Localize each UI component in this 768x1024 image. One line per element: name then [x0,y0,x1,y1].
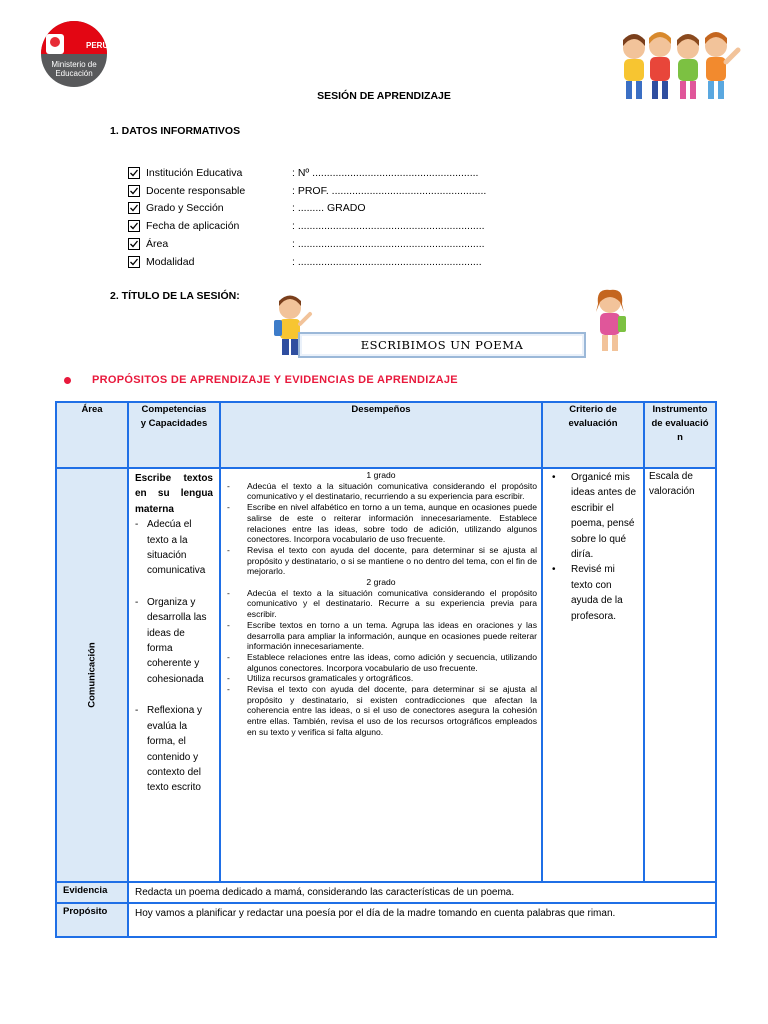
checkbox-checked-icon [128,256,140,268]
learning-purposes-table [55,401,717,938]
checkbox-checked-icon [128,202,140,214]
area-cell [56,468,128,882]
proposito-label: Propósito [56,903,128,937]
capacidad-item: - Adecúa el texto a la situación comunicativa [135,519,206,577]
table-body-row [56,468,716,882]
instrumento-cell: Escala de valoración [644,468,716,882]
checkbox-checked-icon [128,220,140,232]
info-label: Grado y Sección [146,202,224,215]
section-heading-datos: 1. DATOS INFORMATIVOS [110,125,241,137]
criterio-item: • Revisé mi texto con ayuda de la profesora. [552,564,623,622]
info-value: : PROF. ..................................................... [292,184,487,197]
checkbox-checked-icon [128,238,140,250]
header-desempenos: Desempeños [220,402,542,468]
info-label: Área [146,238,169,251]
info-label: Modalidad [146,255,195,268]
info-label: Fecha de aplicación [146,220,240,233]
header-criterio: Criterio de evaluación [542,402,644,468]
competencias-cell [128,468,220,882]
info-row [128,235,486,253]
grade-1-label: 1 grado [366,470,396,480]
evidencia-row [56,882,716,903]
info-label: Institución Educativa [146,166,243,179]
desempeno-item: - Revisa el texto con ayuda del docente, para determinar si se ajusta al propósito y destinatario, si existen contradicciones que afectan la coherencia entre las ideas, o si el uso de conectores asegura la cohesión entre ellas. También, revisa el uso de los recursos ortográficos empleados en su texto y verifica si falta alguno. [227,684,537,737]
evidencia-text: Redacta un poema dedicado a mamá, considerando las características de un poema. [128,882,716,903]
session-title-banner [298,332,586,358]
section-heading-titulo: 2. TÍTULO DE LA SESIÓN: [110,290,240,302]
desempenos-grade-2 [225,588,537,738]
header-competencias: Competencias y Capacidades [128,402,220,468]
desempeno-item: - Revisa el texto con ayuda del docente, para determinar si se ajusta al propósito y destinatario, o si se mantiene o no dentro del tema, con el fin de mejorarlo. [227,544,537,577]
checkbox-checked-icon [128,167,140,179]
info-row [128,217,486,235]
proposito-text: Hoy vamos a planificar y redactar una poesía por el día de la madre tomando en cuenta palabras que riman. [128,903,716,937]
desempeno-item: - Escribe textos en torno a un tema. Agrupa las ideas en oraciones y las desarrolla para ampliar la información, aunque en ocasiones puede reiterar información innecesariamente. [227,619,537,652]
desempeno-item: - Adecúa el texto a la situación comunicativa considerando el propósito comunicativo y el destinatario. Recurre a su experiencia previa para escribir. [227,587,537,620]
info-row [128,253,486,271]
info-list [128,164,486,271]
desempenos-grade-1 [225,481,537,577]
desempenos-cell [220,468,542,882]
page-title: SESIÓN DE APRENDIZAJE [317,90,451,102]
girl-illustration [586,288,634,356]
info-value: : ................................................................ [292,220,485,233]
info-value: : ............................................................... [292,255,482,268]
info-value: : ......... GRADO [292,202,366,215]
proposito-row [56,903,716,937]
session-title-text: ESCRIBIMOS UN POEMA [360,338,524,352]
table-header-row [56,402,716,468]
info-value: : Nº ......................................................... [292,166,479,179]
purpose-bullet [64,377,71,384]
competencia-title: Escribe textos en su lengua materna [135,473,213,515]
grade-2-label: 2 grado [366,577,396,588]
desempeno-item: - Utiliza recursos gramaticales y ortográficos. [227,673,414,684]
info-value: : ................................................................ [292,238,485,251]
info-row [128,200,486,218]
header-instrumento: Instrumento de evaluación [644,402,716,468]
evidencia-label: Evidencia [56,882,128,903]
info-label: Docente responsable [146,184,246,197]
logo-line1: Ministerio de [51,60,97,69]
desempeno-item: - Escribe en nivel alfabético en torno a un tema, aunque en ocasiones puede salirse de este o reiterar información innecesariamente. Establece relaciones entre las ideas, sobre todo de adición, utilizando algunos conectores. Incorpora vocabulario de uso frecuente. [227,502,537,545]
capacidad-item: - Organiza y desarrolla las ideas de forma coherente y cohesionada [135,596,207,685]
criterio-cell [542,468,644,882]
purpose-heading: PROPÓSITOS DE APRENDIZAJE Y EVIDENCIAS DE APRENDIZAJE [92,374,458,386]
desempeno-item: - Adecúa el texto a la situación comunicativa considerando el propósito comunicativo y el destinatario, recurriendo a su experiencia para escribir. [227,480,537,502]
checkbox-checked-icon [128,185,140,197]
criterio-item: • Organicé mis ideas antes de escribir el poema, pensé sobre lo qué diría. [552,472,637,561]
ministerio-educacion-logo [38,20,110,88]
info-row [128,164,486,182]
header-area: Área [56,402,128,468]
capacidad-item: - Reflexiona y evalúa la forma, el contenido y contexto del texto escrito [135,705,203,794]
info-row [128,182,486,200]
desempeno-item: - Establece relaciones entre las ideas, como adición y secuencia, utilizando algunos conectores. Incorpora vocabulario de uso frecuente. [227,651,537,673]
area-label: Comunicación [86,642,98,708]
logo-line2: Educación [55,69,93,78]
logo-country: PERÚ [86,41,109,50]
